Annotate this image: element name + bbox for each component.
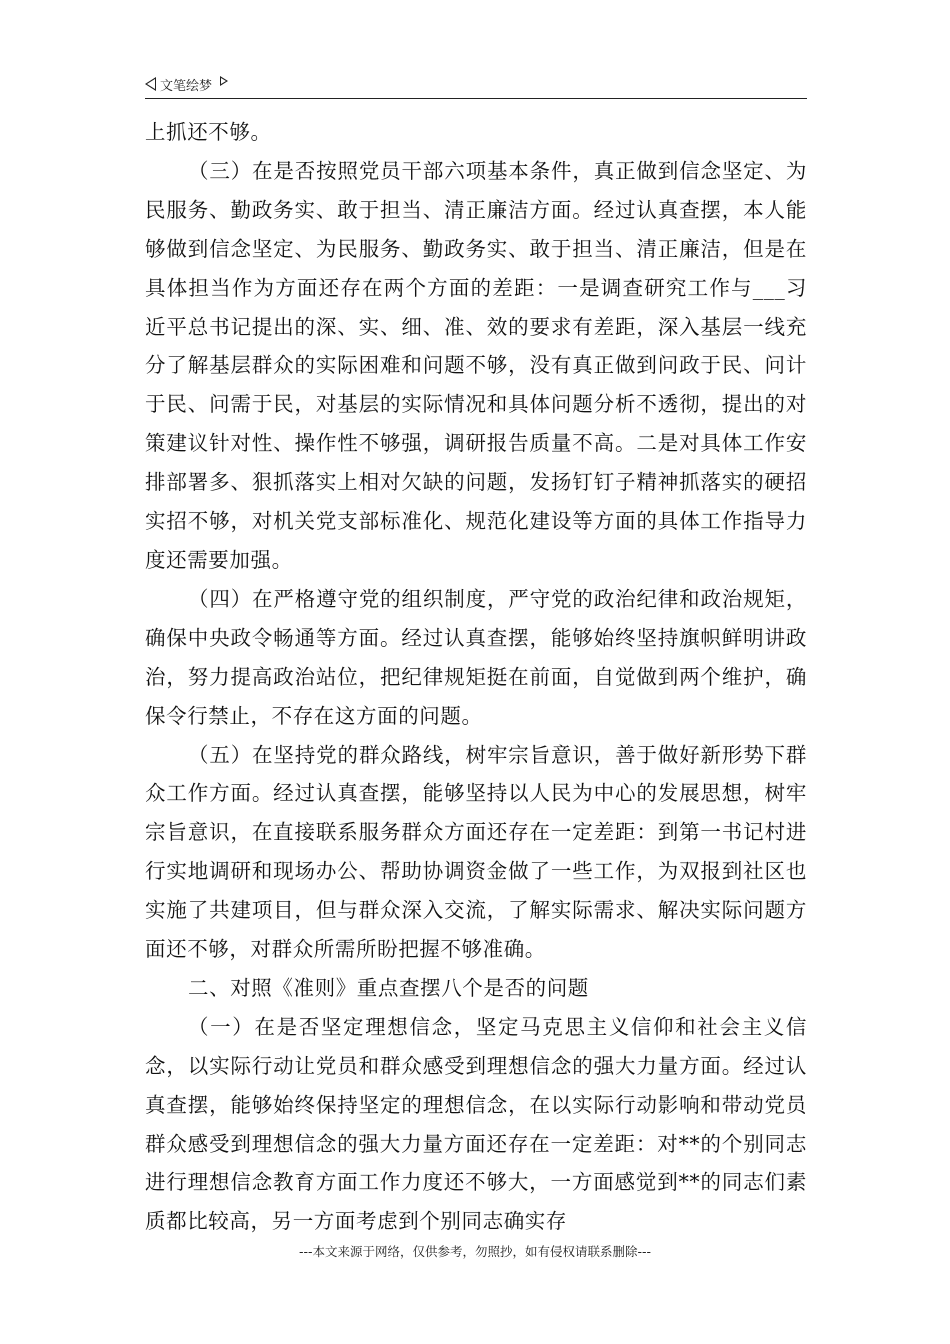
page-header (145, 74, 807, 99)
section-heading: 二、对照《准则》重点查摆八个是否的问题 (188, 975, 589, 1000)
paragraph-6: （一）在是否坚定理想信念，坚定马克思主义信仰和社会主义信念，以实际行动让党员和群众感受到理想信念的强大力量方面。经过认真查摆，能够始终保持坚定的理想信念，在以实际行动影响和带动党员群众感受到理想信念的强大力量方面还存在一定差距：对**的个别同志进行理想信念教育方面工作力度还不够大，一方面感觉到**的同志们素质都比较高，另一方面考虑到个别同志确实存 (145, 1014, 807, 1234)
paragraph-1: 上抓还不够。 (145, 120, 272, 144)
triangle-left-icon (145, 77, 156, 91)
header-title: 文笔绘梦 (160, 78, 213, 94)
document-body (145, 113, 807, 1241)
page-footer: ---本文来源于网络，仅供参考，勿照抄，如有侵权请联系删除--- (298, 1244, 652, 1259)
triangle-right-icon (220, 76, 228, 86)
paragraph-3: （四）在严格遵守党的组织制度，严守党的政治纪律和政治规矩，确保中央政令畅通等方面。经过认真查摆，能够始终坚持旗帜鲜明讲政治，努力提高政治站位，把纪律规矩挺在前面，自觉做到两个维护，确保令行禁止，不存在这方面的问题。 (145, 586, 807, 728)
paragraph-2: （三）在是否按照党员干部六项基本条件，真正做到信念坚定、为民服务、勤政务实、敢于担当、清正廉洁方面。经过认真查摆，本人能够做到信念坚定、为民服务、勤政务实、敢于担当、清正廉洁，但是在具体担当作为方面还存在两个方面的差距：一是调查研究工作与___习近平总书记提出的深、实、细、准、效的要求有差距，深入基层一线充分了解基层群众的实际困难和问题不够，没有真正做到问政于民、问计于民、问需于民，对基层的实际情况和具体问题分析不透彻，提出的对策建议针对性、操作性不够强，调研报告质量不高。二是对具体工作安排部署多、狠抓落实上相对欠缺的问题，发扬钉钉子精神抓落实的硬招实招不够，对机关党支部标准化、规范化建设等方面的具体工作指导力度还需要加强。 (145, 158, 807, 572)
header-row (145, 74, 807, 94)
paragraph-4: （五）在坚持党的群众路线，树牢宗旨意识，善于做好新形势下群众工作方面。经过认真查摆，能够坚持以人民为中心的发展思想，树牢宗旨意识，在直接联系服务群众方面还存在一定差距：到第一书记村进行实地调研和现场办公、帮助协调资金做了一些工作，为双报到社区也实施了共建项目，但与群众深入交流，了解实际需求、解决实际问题方面还不够，对群众所需所盼把握不够准确。 (145, 742, 807, 962)
